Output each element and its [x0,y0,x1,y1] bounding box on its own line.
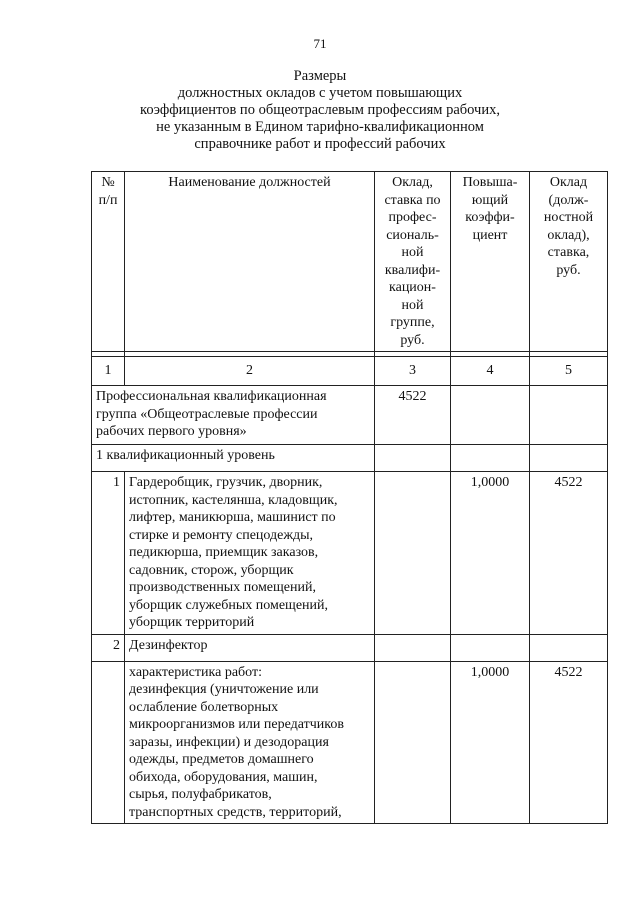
row-line: производственных помещений, [129,580,316,595]
row-coef [451,634,530,661]
header-line: оклад), [547,227,590,243]
header-line: группе, [390,315,435,330]
column-index: 1 [92,357,125,386]
table-row [92,472,608,635]
row-line: истопник, кастелянша, кладовщик, [129,492,338,508]
row-line: дезинфекция (уничтожение или [129,682,319,697]
page-number: 71 [313,36,327,51]
header-line: ной [401,297,424,313]
empty-cell [451,386,530,445]
header-line: руб. [556,262,581,278]
level-name: 1 квалификационный уровень [92,445,375,472]
row-line: Дезинфектор [129,637,208,653]
header-line: ставка по [384,192,441,208]
group-name-cell [92,386,375,445]
header-line: Оклад [549,175,588,190]
salary-table [91,171,608,824]
group-line: группа «Общеотраслевые профессии [96,406,318,422]
row-line: транспортных средств, территорий, [129,804,342,820]
row-line: уборщик служебных помещений, [129,597,329,613]
header-line: квалифи- [384,262,441,278]
header-name [125,172,375,352]
header-line: № [101,175,115,190]
row-line: педикюрша, приемщик заказов, [129,545,319,560]
title-line: Размеры [293,68,347,84]
header-coef [451,172,530,352]
row-salary [530,634,608,661]
column-index: 5 [530,357,608,386]
header-line: сиональ- [386,227,439,243]
header-line: циент [472,227,508,243]
empty-cell [451,445,530,472]
empty-cell [375,472,451,635]
title-line: коэффициентов по общеотраслевым профессиям рабочих, [140,102,500,118]
row-line: обихода, оборудования, машин, [129,769,318,785]
header-line: (долж- [548,192,589,208]
column-index: 2 [125,357,375,386]
row-num: 1 [92,472,125,635]
column-index-row [92,357,608,386]
header-rate [375,172,451,352]
row-line: заразы, инфекции) и дезодорация [129,734,329,750]
row-salary: 4522 [530,472,608,635]
row-coef: 1,0000 [451,472,530,635]
row-coef: 1,0000 [451,661,530,824]
row-line: ослабление болетворных [129,699,279,715]
title-line: не указанным в Едином тарифно-квалификационном [156,119,484,135]
row-line: микроорганизмов или передатчиков [129,717,344,732]
header-num [92,172,125,352]
header-line: кацион- [389,280,436,295]
row-line: стирке и ремонту спецодежды, [129,527,314,543]
title-line: должностных окладов с учетом повышающих [177,85,463,101]
header-line: ностной [543,210,594,225]
row-line: лифтер, маникюрша, машинист по [129,510,336,525]
row-salary: 4522 [530,661,608,824]
row-name [125,661,375,824]
level-row [92,445,608,472]
row-name [125,634,375,661]
header-salary [530,172,608,352]
row-line: сырья, полуфабрикатов, [129,787,272,802]
group-line: Профессиональная квалификационная [96,389,327,404]
table-row [92,661,608,824]
row-num: 2 [92,634,125,661]
empty-cell [530,386,608,445]
row-line: уборщик территорий [129,615,255,630]
header-line: профес- [388,210,437,225]
row-line: одежды, предметов домашнего [129,752,314,767]
column-index: 3 [375,357,451,386]
title-line: справочнике работ и профессий рабочих [194,136,446,152]
header-line: коэффи- [465,210,515,225]
group-rate: 4522 [375,386,451,445]
header-line: Оклад, [392,175,433,190]
row-line: садовник, сторож, уборщик [129,562,294,578]
empty-cell [375,634,451,661]
row-num [92,661,125,824]
row-line: характеристика работ: [129,664,262,680]
table-header-row [92,172,608,352]
empty-cell [530,445,608,472]
table-row [92,634,608,661]
group-row [92,386,608,445]
header-line: Повыша- [462,175,518,190]
row-line: Гардеробщик, грузчик, дворник, [129,475,323,490]
row-name [125,472,375,635]
header-line: ной [401,245,424,260]
document-title [60,68,580,153]
header-line: п/п [98,192,118,208]
column-index: 4 [451,357,530,386]
empty-cell [375,445,451,472]
header-line: ставка, [547,245,590,260]
group-line: рабочих первого уровня» [96,424,247,439]
header-line: Наименование должностей [168,175,331,190]
header-line: руб. [400,332,425,348]
empty-cell [375,661,451,824]
header-line: ющий [471,192,509,208]
